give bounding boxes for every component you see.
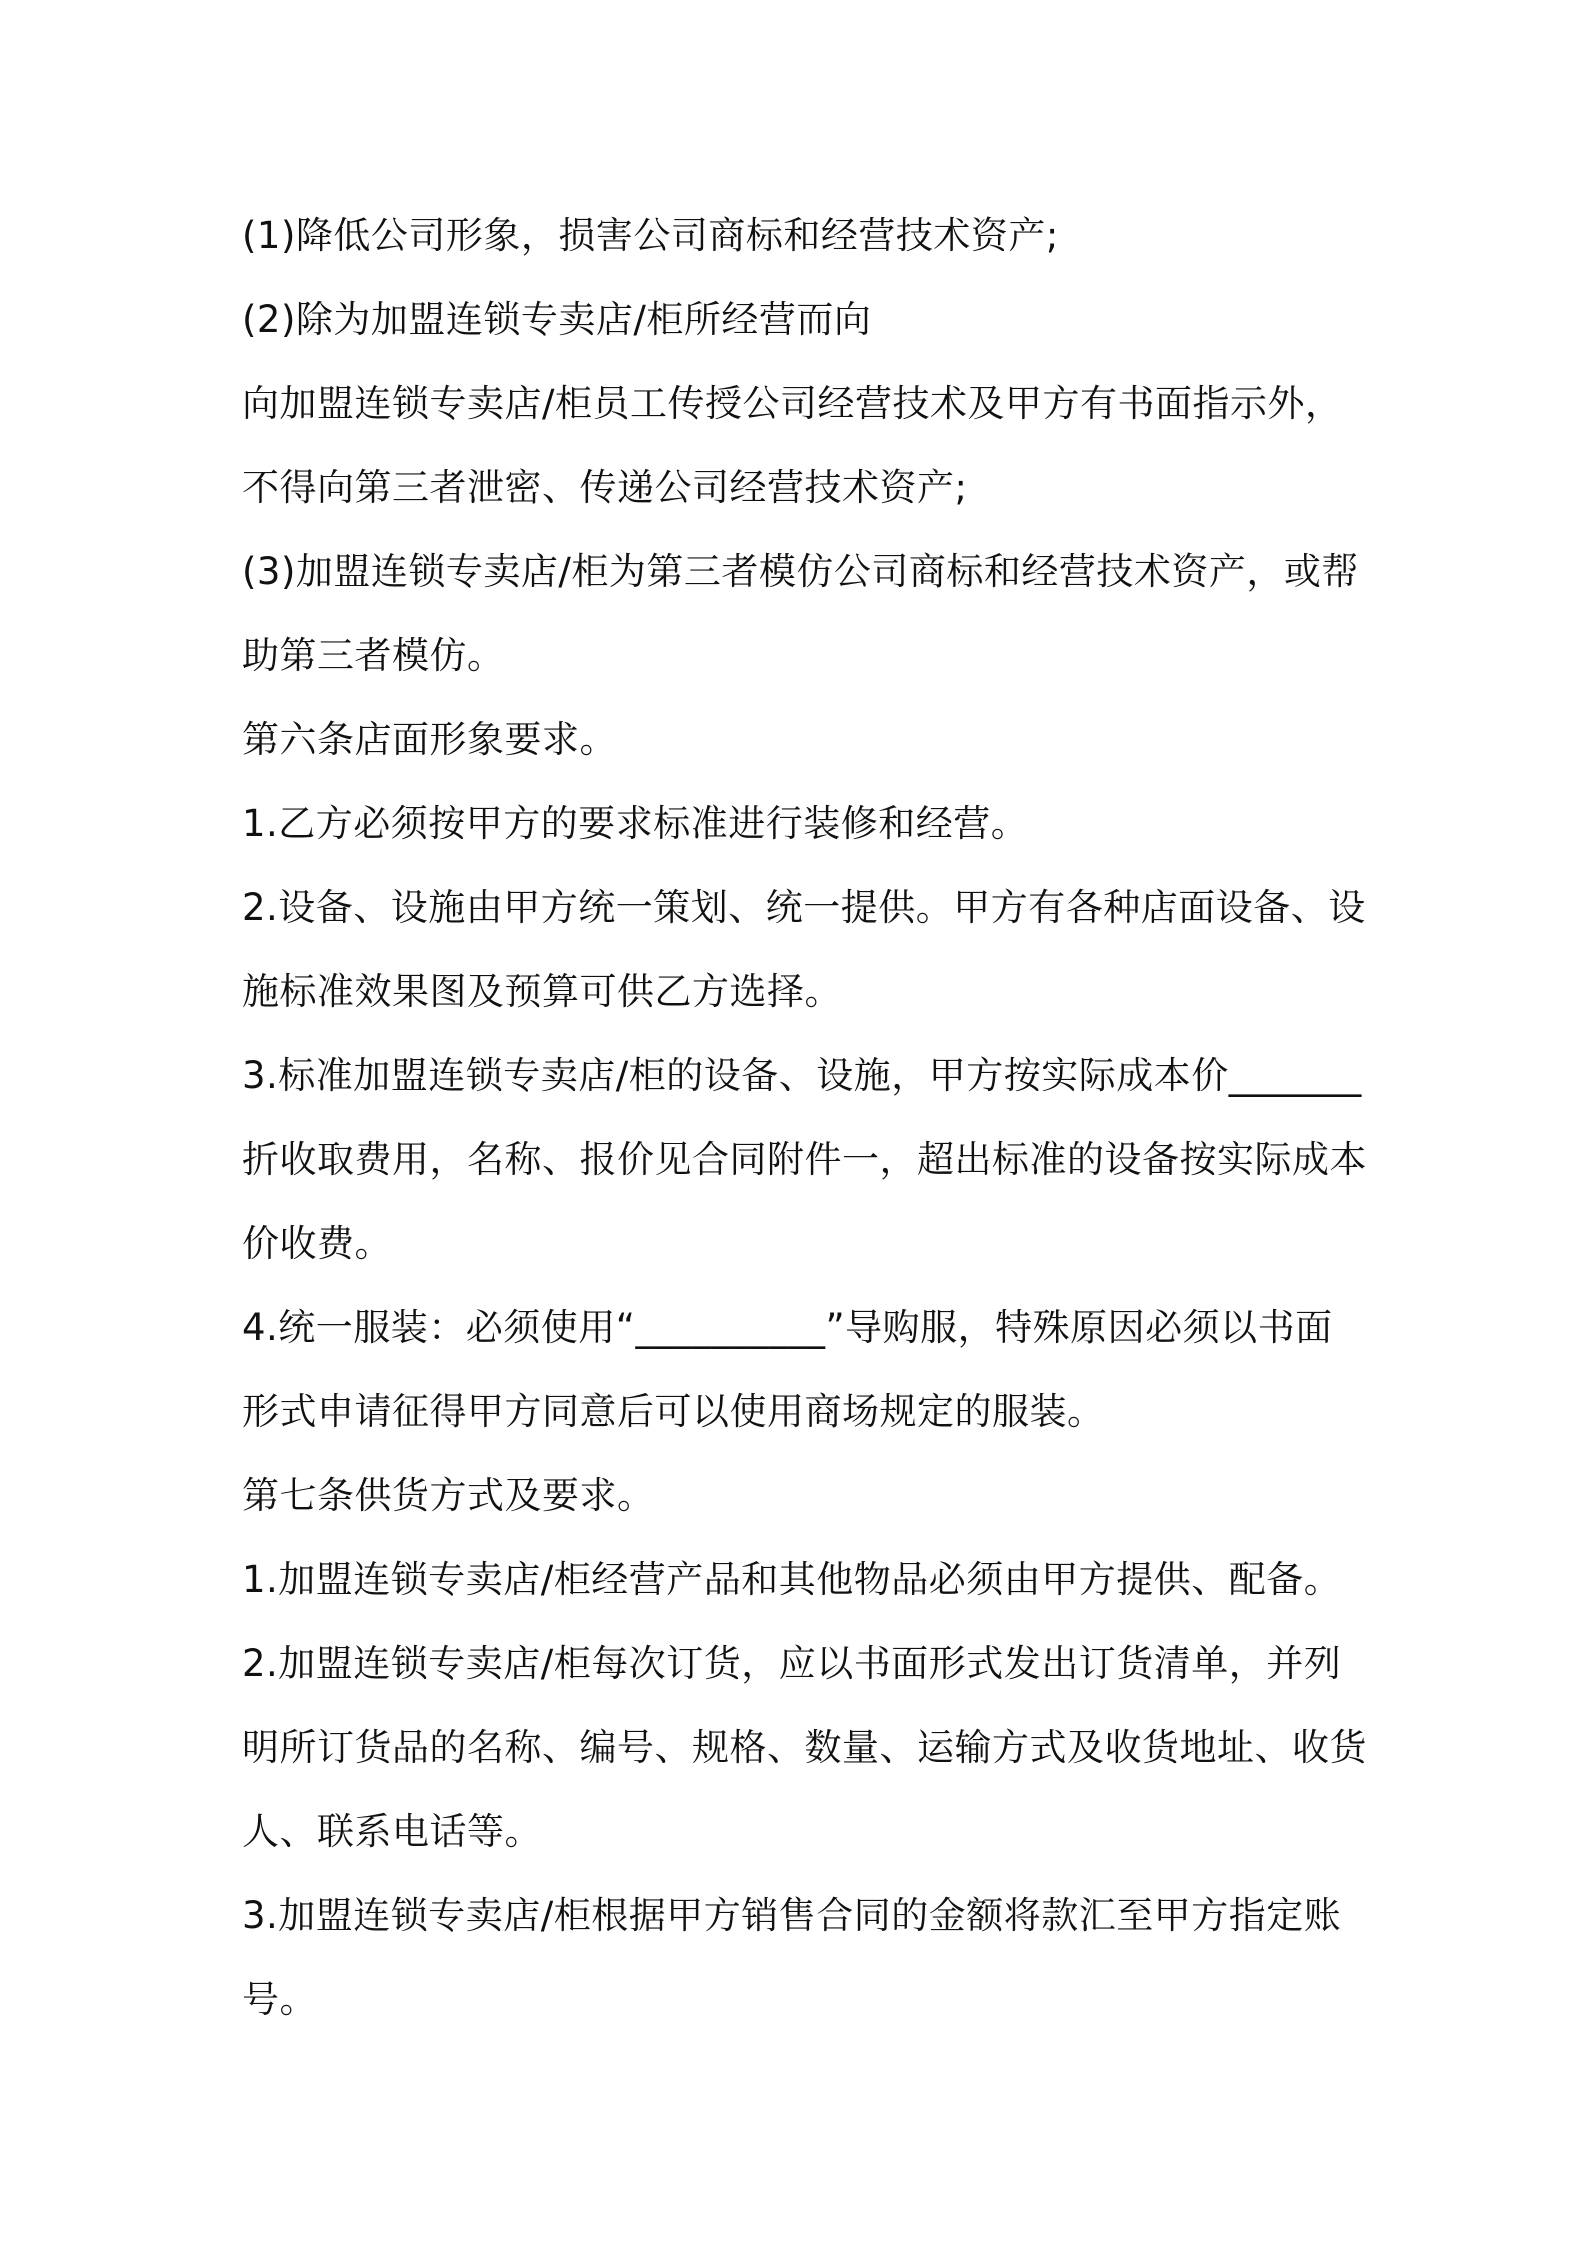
clause-5-item-2-line-2: 向加盟连锁专卖店/柜员工传授公司经营技术及甲方有书面指示外， xyxy=(242,382,1343,425)
article-6-item-3-line-2: 折收取费用，名称、报价见合同附件一，超出标准的设备按实际成本 xyxy=(242,1138,1367,1181)
article-7-item-3-line-1: 3.加盟连锁专卖店/柜根据甲方销售合同的金额将款汇至甲方指定账 xyxy=(242,1894,1342,1937)
clause-5-item-2-line-3: 不得向第三者泄密、传递公司经营技术资产; xyxy=(242,466,968,509)
article-7-heading: 第七条供货方式及要求。 xyxy=(242,1474,655,1517)
clause-5-item-1: (1)降低公司形象，损害公司商标和经营技术资产; xyxy=(242,214,1059,257)
article-7-item-1: 1.加盟连锁专卖店/柜经营产品和其他物品必须由甲方提供、配备。 xyxy=(242,1558,1342,1601)
article-6-item-4-line-1: 4.统一服装：必须使用“__________”导购服，特殊原因必须以书面 xyxy=(242,1306,1333,1349)
article-6-item-4-line-2: 形式申请征得甲方同意后可以使用商场规定的服装。 xyxy=(242,1390,1105,1433)
clause-5-item-3-line-1: (3)加盟连锁专卖店/柜为第三者模仿公司商标和经营技术资产，或帮 xyxy=(242,550,1359,593)
article-6-item-1: 1.乙方必须按甲方的要求标准进行装修和经营。 xyxy=(242,802,1029,845)
article-6-item-3-line-1: 3.标准加盟连锁专卖店/柜的设备、设施，甲方按实际成本价_______ xyxy=(242,1054,1362,1097)
article-6-item-2-line-2: 施标准效果图及预算可供乙方选择。 xyxy=(242,970,842,1013)
article-6-item-3-line-3: 价收费。 xyxy=(242,1222,392,1265)
article-7-item-2-line-3: 人、联系电话等。 xyxy=(242,1810,542,1853)
article-7-item-2-line-2: 明所订货品的名称、编号、规格、数量、运输方式及收货地址、收货 xyxy=(242,1726,1367,1769)
article-6-item-2-line-1: 2.设备、设施由甲方统一策划、统一提供。甲方有各种店面设备、设 xyxy=(242,886,1366,929)
article-7-item-2-line-1: 2.加盟连锁专卖店/柜每次订货，应以书面形式发出订货清单，并列 xyxy=(242,1642,1342,1685)
clause-5-item-2-line-1: (2)除为加盟连锁专卖店/柜所经营而向 xyxy=(242,298,872,341)
article-7-item-3-line-2: 号。 xyxy=(242,1978,317,2021)
document-body xyxy=(242,194,1367,2042)
clause-5-item-3-line-2: 助第三者模仿。 xyxy=(242,634,505,677)
article-6-heading: 第六条店面形象要求。 xyxy=(242,718,617,761)
